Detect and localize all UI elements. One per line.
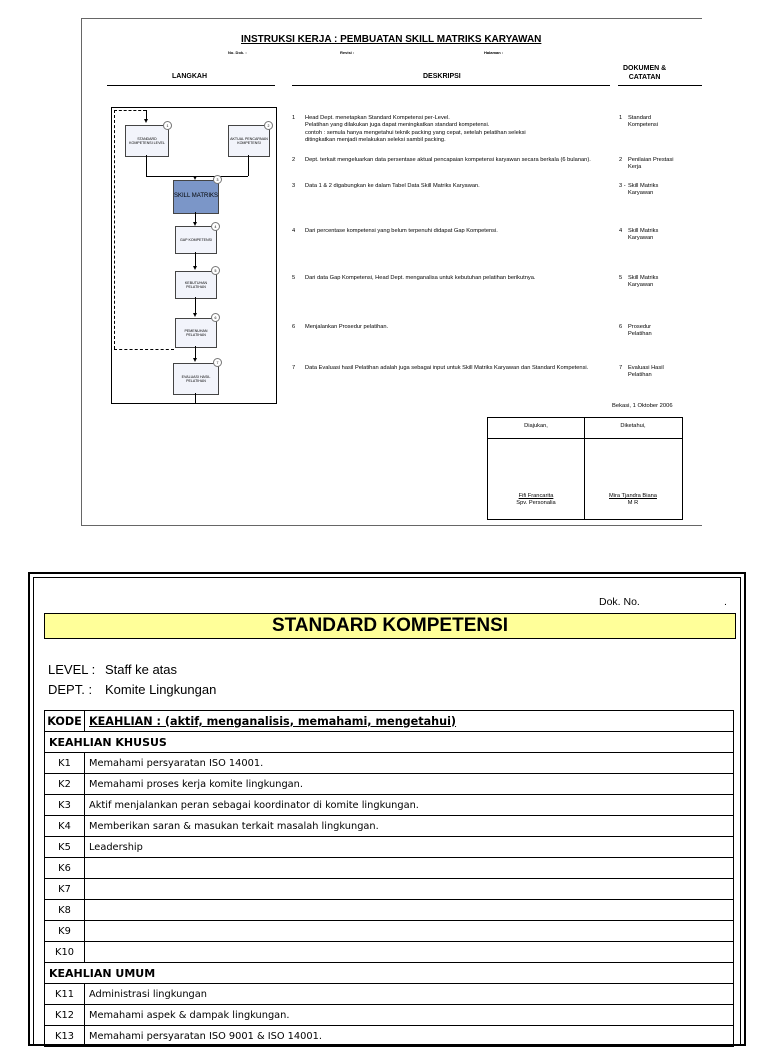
connector-line <box>195 393 196 403</box>
instruksi-kerja-page <box>81 18 702 526</box>
header-rule <box>292 85 610 86</box>
flowchart <box>111 107 277 404</box>
keahlian-cell: Aktif menjalankan peran sebagai koordinator di komite lingkungan. <box>85 795 734 816</box>
column-header-dokumen: DOKUMEN & CATATAN <box>623 65 667 82</box>
keahlian-cell: Memberikan saran & masukan terkait masalah lingkungan. <box>85 816 734 837</box>
page-title: STANDARD KOMPETENSI <box>44 613 736 639</box>
header-rule <box>618 85 702 86</box>
document-ref: 1 Standard Kompetensi <box>619 115 659 129</box>
kode-cell: K1 <box>45 753 85 774</box>
step-description: 6 Menjalankan Prosedur pelatihan. <box>292 324 389 330</box>
flow-box-standard-kompetensi: STANDARD KOMPETENSI LEVEL <box>125 125 169 157</box>
step-description: 7 Data Evaluasi hasil Pelatihan adalah juga sebagai input untuk Skill Matriks Karyawan dan Standard Kompetensi. <box>292 365 589 371</box>
step-description: 4 Dari percentase kompetensi yang belum terpenuhi didapat Gap Kompetensi. <box>292 228 498 234</box>
keahlian-cell <box>85 942 734 963</box>
keahlian-cell <box>85 858 734 879</box>
signer-name: Fifi Francarita <box>518 493 554 499</box>
table-row <box>45 858 734 879</box>
keahlian-cell: Administrasi lingkungan <box>85 984 734 1005</box>
kode-cell: K6 <box>45 858 85 879</box>
table-row <box>45 942 734 963</box>
document-ref: 5 Skill Matriks Karyawan <box>619 275 659 289</box>
table-row <box>45 795 734 816</box>
step-description: 1 Head Dept. menetapkan Standard Kompetensi per-Level. Pelatihan yang dilakukan juga dapat meningkatkan standard kompetensi. contoh : semula hanya mengetahui teknik packing yang cepat, setelah pelatihan seleksi ditingkatkan menjadi melakukan seleksi sambil packing. <box>292 115 526 144</box>
connector-line <box>146 155 147 176</box>
step-number: 5 <box>211 266 220 275</box>
arrow-down-icon <box>193 313 197 317</box>
column-header-langkah: LANGKAH <box>172 73 207 80</box>
standard-kompetensi-page <box>28 572 746 1046</box>
flow-box-aktual-pencapaian: AKTUAL PENCAPAIAN KOMPETENSI <box>228 125 270 157</box>
step-number: 1 <box>163 121 172 130</box>
revisi-label: Revisi : <box>340 50 355 55</box>
kode-cell: K8 <box>45 900 85 921</box>
document-date: Bekasi, 1 Oktober 2006 <box>612 403 673 409</box>
feedback-line <box>114 110 146 111</box>
signer-name: Mira Tjandra Biana <box>609 493 657 499</box>
flow-box-kebutuhan-pelatihan: KEBUTUHAN PELATIHAN <box>175 271 217 299</box>
competency-table <box>44 710 734 1047</box>
keahlian-cell: Leadership <box>85 837 734 858</box>
document-ref: 6 Prosedur Pelatihan <box>619 324 652 338</box>
kode-cell: K10 <box>45 942 85 963</box>
column-header-kode: KODE <box>45 711 85 732</box>
dept-value: Komite Lingkungan <box>105 682 217 697</box>
document-ref: 4 Skill Matriks Karyawan <box>619 228 659 242</box>
table-row <box>45 900 734 921</box>
arrow-down-icon <box>193 358 197 362</box>
connector-line <box>195 297 196 314</box>
feedback-line <box>114 349 174 350</box>
step-description: 2 Dept. terkait mengeluarkan data persentase aktual pencapaian kompetensi karyawan secara berkala (6 bulanan). <box>292 157 591 163</box>
diajukan-label: Diajukan, <box>524 423 548 429</box>
step-number: 4 <box>211 222 220 231</box>
section-label: KEAHLIAN UMUM <box>45 963 734 984</box>
flow-box-gap-kompetensi: GAP KOMPETENSI <box>175 226 217 254</box>
keahlian-cell: Memahami persyaratan ISO 9001 & ISO 14001. <box>85 1026 734 1047</box>
keahlian-cell: Memahami persyaratan ISO 14001. <box>85 753 734 774</box>
dept-label: DEPT. : <box>48 682 93 697</box>
kode-cell: K9 <box>45 921 85 942</box>
kode-cell: K12 <box>45 1005 85 1026</box>
step-number: 3 <box>213 175 222 184</box>
section-label: KEAHLIAN KHUSUS <box>45 732 734 753</box>
section-row-umum <box>45 963 734 984</box>
arrow-down-icon <box>144 119 148 123</box>
connector-line <box>146 110 147 119</box>
kode-cell: K5 <box>45 837 85 858</box>
step-number: 6 <box>211 313 220 322</box>
kode-cell: K4 <box>45 816 85 837</box>
keahlian-cell <box>85 921 734 942</box>
document-ref: 3 - Skill Matriks Karyawan <box>619 183 659 197</box>
connector-line <box>195 252 196 267</box>
step-number: 7 <box>213 358 222 367</box>
table-row <box>45 816 734 837</box>
no-dok-label: No. Dok. : <box>228 50 247 55</box>
step-description: 3 Data 1 & 2 digabungkan ke dalam Tabel Data Skill Matriks Karyawan. <box>292 183 480 189</box>
signer-role: Spv. Personalia <box>516 500 556 506</box>
kode-cell: K2 <box>45 774 85 795</box>
column-header-deskripsi: DESKRIPSI <box>423 73 461 80</box>
dept-row <box>48 682 216 697</box>
table-row <box>45 1005 734 1026</box>
table-row <box>45 1026 734 1047</box>
keahlian-cell: Memahami aspek & dampak lingkungan. <box>85 1005 734 1026</box>
flow-box-evaluasi-hasil: EVALUASI HASIL PELATIHAN <box>173 363 219 395</box>
section-row-khusus <box>45 732 734 753</box>
table-row <box>45 921 734 942</box>
connector-line <box>248 155 249 176</box>
document-ref: 2 Penilaian Prestasi Kerja <box>619 157 674 171</box>
halaman-label: Halaman : <box>484 50 504 55</box>
header-rule <box>107 85 275 86</box>
step-description: 5 Dari data Gap Kompetensi, Head Dept. menganalisa untuk kebutuhan pelatihan berikutnya. <box>292 275 536 281</box>
feedback-line <box>114 110 115 349</box>
flow-box-skill-matriks: SKILL MATRIKS <box>173 180 219 214</box>
step-number: 2 <box>264 121 273 130</box>
table-header-row <box>45 711 734 732</box>
signature-box <box>487 417 683 520</box>
level-row <box>48 662 177 677</box>
level-value: Staff ke atas <box>105 662 178 677</box>
signer-role: M R <box>627 500 639 506</box>
table-row <box>45 753 734 774</box>
dok-no-label: Dok. No. <box>599 596 640 608</box>
keahlian-cell: Memahami proses kerja komite lingkungan. <box>85 774 734 795</box>
flow-box-pemenuhan-pelatihan: PEMENUHAN PELATIHAN <box>175 318 217 348</box>
column-header-keahlian: KEAHLIAN : (aktif, menganalisis, memahami, mengetahui) <box>85 711 734 732</box>
table-row <box>45 774 734 795</box>
keahlian-cell <box>85 879 734 900</box>
kode-cell: K13 <box>45 1026 85 1047</box>
level-label: LEVEL : <box>48 662 96 677</box>
dok-no-value: . <box>724 596 727 608</box>
kode-cell: K3 <box>45 795 85 816</box>
kode-cell: K11 <box>45 984 85 1005</box>
table-row <box>45 984 734 1005</box>
document-ref: 7 Evaluasi Hasil Pelatihan <box>619 365 664 379</box>
table-row <box>45 879 734 900</box>
diketahui-label: Diketahui, <box>620 423 646 429</box>
page-title: INSTRUKSI KERJA : PEMBUATAN SKILL MATRIKS KARYAWAN <box>241 34 542 45</box>
keahlian-cell <box>85 900 734 921</box>
arrow-down-icon <box>193 266 197 270</box>
table-row <box>45 837 734 858</box>
kode-cell: K7 <box>45 879 85 900</box>
connector-line <box>146 176 248 177</box>
